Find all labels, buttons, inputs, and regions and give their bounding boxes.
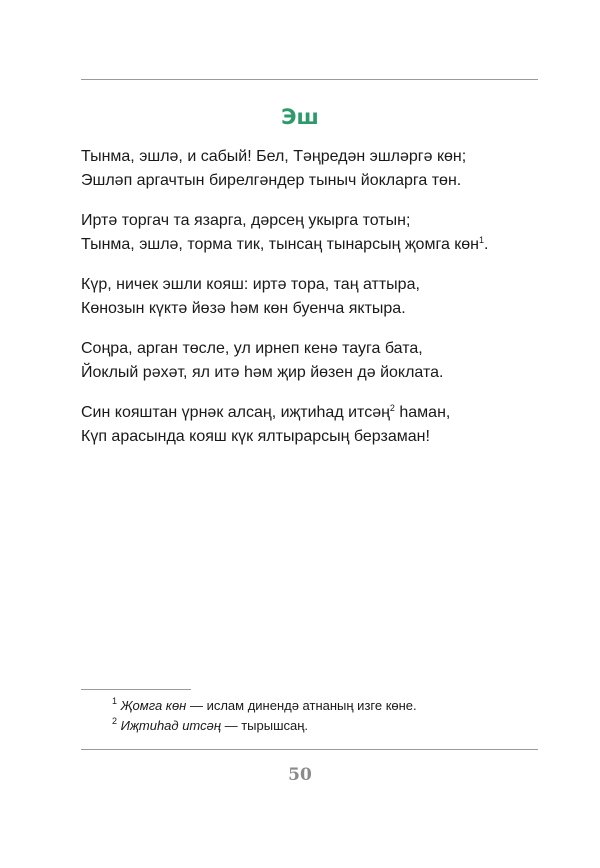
stanza xyxy=(81,209,551,257)
poem-line: Иртә торгач та язарга, дәрсең укырга тотын; xyxy=(81,212,411,229)
footnote-text: — тырышсаң. xyxy=(221,718,309,733)
poem-line-text: Син кояштан үрнәк алсаң, иҗтиһад итсәң xyxy=(81,404,390,421)
stanza xyxy=(81,145,551,193)
footnote-ref[interactable]: 2 xyxy=(389,403,395,413)
poem-title: Эш xyxy=(281,105,319,129)
poem-line: Йоклый рәхәт, ял итә һәм җир йөзен дә йоклата. xyxy=(81,364,444,381)
footnotes xyxy=(112,696,417,736)
poem-line: Тынма, эшлә, и сабый! Бел, Тәңредән эшләргә көн; xyxy=(81,148,467,165)
poem-line: Көнозын күктә йөзә һәм көн буенча яктыра. xyxy=(81,300,406,317)
poem-line: Күр, ничек эшли кояш: иртә тора, таң аттыра, xyxy=(81,276,420,293)
footnote-number: 2 xyxy=(112,716,118,726)
footnote-number: 1 xyxy=(112,696,118,706)
footnote xyxy=(112,696,417,716)
poem-line: Эшләп аргачтын бирелгәндер тыныч йокларга төн. xyxy=(81,172,462,189)
poem-line xyxy=(81,233,551,257)
footnote-term: Җомга көн xyxy=(120,698,187,713)
poem-line: Соңра, арган төсле, ул ирнеп кенә тауга бата, xyxy=(81,340,423,357)
poem-body xyxy=(81,145,551,465)
poem-line xyxy=(81,401,551,425)
footnote-ref[interactable]: 1 xyxy=(479,235,485,245)
poem-line: Күп арасында кояш күк ялтырарсың берзаман! xyxy=(81,428,430,445)
poem-line-text: Тынма, эшлә, торма тик, тынсаң тынарсың җомга көн xyxy=(81,236,480,253)
poem-line-end: . xyxy=(484,236,489,253)
page-number: 50 xyxy=(288,765,312,785)
footnote-text: — ислам динендә атнаның изге көне. xyxy=(186,698,417,713)
footnote-term: Иҗтиһад итсәң xyxy=(120,718,221,733)
stanza xyxy=(81,337,551,385)
footer-rule xyxy=(81,749,538,750)
footnote xyxy=(112,716,417,736)
stanza xyxy=(81,401,551,449)
header-rule xyxy=(81,79,538,80)
footnote-rule xyxy=(81,689,191,690)
poem-line-text: һаман, xyxy=(394,404,451,421)
stanza xyxy=(81,273,551,321)
